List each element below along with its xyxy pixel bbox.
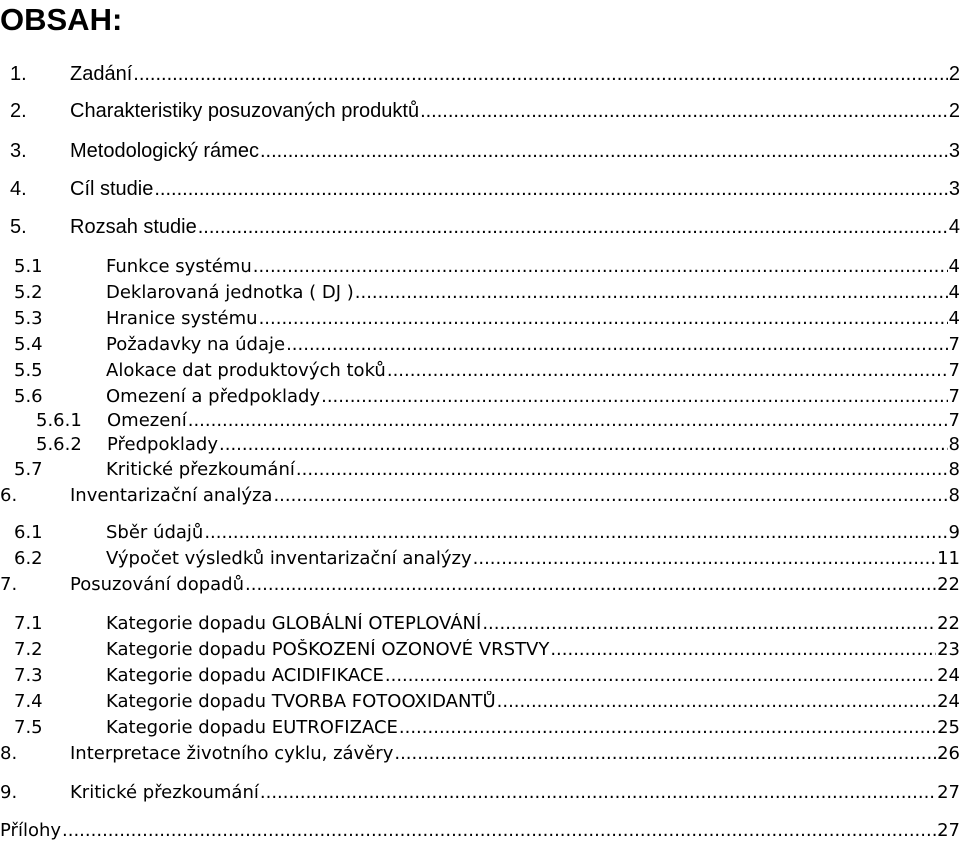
toc-entry-page-number: 9: [948, 522, 960, 543]
toc-leader-dots: [550, 639, 936, 660]
toc-entry-number: 5.5: [14, 360, 43, 381]
toc-entry-label: Metodologický rámec: [70, 140, 259, 162]
toc-entry-label: Omezení a předpoklady: [106, 386, 321, 407]
toc-entry-label: Přílohy: [0, 820, 62, 841]
toc-entry-label: Deklarovaná jednotka ( DJ ): [106, 282, 354, 303]
toc-entry-number: 7.5: [14, 717, 43, 738]
toc-entry-page-number: 2: [948, 100, 960, 122]
toc-entry-number: 5.1: [14, 256, 43, 277]
toc-entry-number: 6.: [0, 485, 18, 506]
toc-entry-page-number: 26: [937, 743, 960, 764]
toc-entry-label: Alokace dat produktových toků: [106, 360, 386, 381]
toc-leader-dots: [273, 485, 947, 506]
toc-leader-dots: [399, 717, 936, 738]
toc-leader-dots: [253, 256, 948, 277]
toc-entry-page-number: 4: [948, 282, 960, 303]
toc-entry-label: Kritické přezkoumání: [106, 459, 295, 480]
toc-entry-label: Kategorie dopadu GLOBÁLNÍ OTEPLOVÁNÍ: [106, 613, 482, 634]
toc-entry[interactable]: [0, 782, 960, 808]
toc-entry[interactable]: [0, 434, 960, 460]
toc-entry-label: Omezení: [107, 410, 187, 431]
toc-leader-dots: [473, 548, 936, 569]
toc-leader-dots: [260, 782, 936, 803]
toc-entry[interactable]: [0, 485, 960, 511]
toc-entry[interactable]: [0, 140, 960, 166]
toc-leader-dots: [296, 459, 948, 480]
toc-entry-number: 5.6: [14, 386, 43, 407]
toc-entry-number: 2.: [10, 100, 27, 122]
toc-entry-label: Interpretace životního cyklu, závěry: [70, 743, 394, 764]
toc-entry-page-number: 4: [948, 256, 960, 277]
toc-leader-dots: [497, 691, 936, 712]
toc-entry[interactable]: [0, 256, 960, 282]
toc-entry[interactable]: [0, 178, 960, 204]
toc-entry-label: Inventarizační analýza: [70, 485, 273, 506]
toc-entry-number: 7.4: [14, 691, 43, 712]
toc-entry[interactable]: [0, 360, 960, 386]
toc-entry-page-number: 27: [937, 820, 960, 841]
toc-entry[interactable]: [0, 334, 960, 360]
toc-entry-page-number: 8: [948, 485, 960, 506]
toc-leader-dots: [321, 386, 947, 407]
toc-entry-label: Kategorie dopadu POŠKOZENÍ OZONOVÉ VRSTVY: [106, 639, 550, 660]
toc-entry[interactable]: [0, 308, 960, 334]
toc-entry[interactable]: [0, 459, 960, 485]
toc-entry-page-number: 7: [948, 334, 960, 355]
toc-leader-dots: [286, 334, 947, 355]
toc-entry-page-number: 24: [937, 665, 960, 686]
toc-entry[interactable]: [0, 63, 960, 89]
toc-entry-page-number: 4: [948, 216, 960, 238]
toc-leader-dots: [260, 140, 948, 163]
toc-leader-dots: [385, 665, 936, 686]
toc-entry-page-number: 27: [937, 782, 960, 803]
toc-entry-label: Zadání: [70, 63, 133, 85]
toc-entry-label: Rozsah studie: [70, 216, 197, 238]
toc-entry-page-number: 11: [937, 548, 960, 569]
toc-entry-number: 5.6.2: [36, 434, 82, 455]
toc-entry-number: 5.7: [14, 459, 43, 480]
toc-leader-dots: [387, 360, 948, 381]
toc-entry-label: Výpočet výsledků inventarizační analýzy: [106, 548, 472, 569]
toc-entry[interactable]: [0, 820, 960, 846]
page-title: OBSAH:: [0, 2, 123, 37]
toc-entry-number: 7.: [0, 574, 18, 595]
toc-entry-page-number: 7: [948, 410, 960, 431]
toc-entry-number: 5.: [10, 216, 27, 238]
toc-leader-dots: [219, 434, 948, 455]
toc-entry-number: 5.2: [14, 282, 43, 303]
toc-entry-page-number: 3: [948, 178, 960, 200]
toc-entry[interactable]: [0, 100, 960, 126]
toc-entry-page-number: 7: [948, 360, 960, 381]
toc-entry-page-number: 22: [937, 613, 960, 634]
toc-entry-number: 5.4: [14, 334, 43, 355]
toc-entry-number: 8.: [0, 743, 18, 764]
toc-entry-page-number: 23: [937, 639, 960, 660]
toc-entry-number: 1.: [10, 63, 27, 85]
toc-leader-dots: [482, 613, 936, 634]
toc-entry-page-number: 25: [937, 717, 960, 738]
toc-entry-number: 6.1: [14, 522, 43, 543]
toc-entry-page-number: 4: [948, 308, 960, 329]
toc-leader-dots: [420, 100, 948, 123]
toc-entry-label: Hranice systému: [106, 308, 258, 329]
toc-leader-dots: [133, 63, 948, 86]
toc-entry-number: 5.3: [14, 308, 43, 329]
toc-entry-number: 5.6.1: [36, 410, 82, 431]
toc-leader-dots: [62, 820, 936, 841]
toc-entry[interactable]: [0, 282, 960, 308]
toc-entry-page-number: 8: [948, 459, 960, 480]
toc-entry-page-number: 7: [948, 386, 960, 407]
toc-entry-label: Kritické přezkoumání: [70, 782, 259, 803]
toc-entry-label: Funkce systému: [106, 256, 252, 277]
toc-entry[interactable]: [0, 386, 960, 412]
toc-entry-label: Kategorie dopadu ACIDIFIKACE: [106, 665, 384, 686]
toc-entry[interactable]: [0, 522, 960, 548]
toc-entry-label: Požadavky na údaje: [106, 334, 286, 355]
toc-entry-page-number: 22: [937, 574, 960, 595]
toc-entry[interactable]: [0, 613, 960, 639]
toc-entry-label: Posuzování dopadů: [70, 574, 245, 595]
toc-entry[interactable]: [0, 665, 960, 691]
toc-entry[interactable]: [0, 574, 960, 600]
toc-leader-dots: [355, 282, 948, 303]
toc-entry-page-number: 8: [948, 434, 960, 455]
toc-leader-dots: [259, 308, 948, 329]
toc-entry-number: 7.3: [14, 665, 43, 686]
toc-leader-dots: [188, 410, 948, 431]
toc-entry-label: Kategorie dopadu TVORBA FOTOOXIDANTŮ: [106, 691, 496, 712]
toc-leader-dots: [154, 178, 948, 201]
toc-leader-dots: [394, 743, 936, 764]
toc-entry[interactable]: [0, 216, 960, 242]
toc-entry-page-number: 24: [937, 691, 960, 712]
toc-entry-page-number: 3: [948, 140, 960, 162]
toc-entry-number: 4.: [10, 178, 27, 200]
toc-entry[interactable]: [0, 410, 960, 436]
toc-entry-label: Kategorie dopadu EUTROFIZACE: [106, 717, 398, 738]
toc-leader-dots: [198, 216, 948, 239]
toc-entry[interactable]: [0, 548, 960, 574]
toc-entry-label: Sběr údajů: [106, 522, 204, 543]
toc-entry-number: 9.: [0, 782, 18, 803]
toc-entry-label: Cíl studie: [70, 178, 154, 200]
toc-entry[interactable]: [0, 743, 960, 769]
toc-entry[interactable]: [0, 691, 960, 717]
toc-leader-dots: [204, 522, 947, 543]
toc-entry-number: 3.: [10, 140, 27, 162]
toc-entry-number: 7.2: [14, 639, 43, 660]
toc-entry[interactable]: [0, 717, 960, 743]
toc-entry-number: 7.1: [14, 613, 43, 634]
toc-entry-page-number: 2: [948, 63, 960, 85]
toc-leader-dots: [245, 574, 936, 595]
toc-entry-label: Předpoklady: [107, 434, 219, 455]
toc-entry-label: Charakteristiky posuzovaných produktů: [70, 100, 420, 122]
toc-entry[interactable]: [0, 639, 960, 665]
toc-entry-number: 6.2: [14, 548, 43, 569]
